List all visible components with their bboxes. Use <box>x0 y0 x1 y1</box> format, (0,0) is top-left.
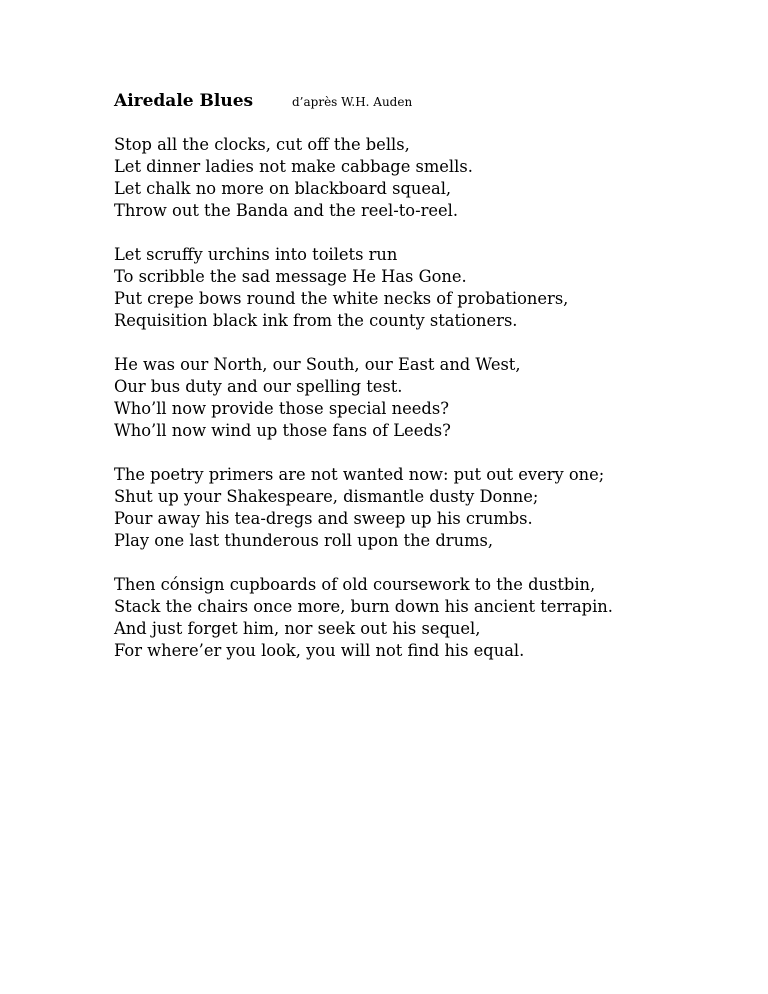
poem-line: Pour away his tea-dregs and sweep up his crumbs. <box>114 509 533 528</box>
poem-line: The poetry primers are not wanted now: put out every one; <box>114 465 605 484</box>
poem-line: Who’ll now provide those special needs? <box>114 399 449 418</box>
poem-line: For where’er you look, you will not find his equal. <box>114 641 525 660</box>
stanza-3 <box>114 354 734 442</box>
poem-line: Our bus duty and our spelling test. <box>114 377 403 396</box>
poem-line: Shut up your Shakespeare, dismantle dusty Donne; <box>114 487 539 506</box>
poem-line: Play one last thunderous roll upon the drums, <box>114 531 494 550</box>
title-row <box>114 89 714 115</box>
poem-line: Put crepe bows round the white necks of probationers, <box>114 289 569 308</box>
poem-line: He was our North, our South, our East and West, <box>114 355 521 374</box>
stanza-4 <box>114 464 734 552</box>
poem-line: Throw out the Banda and the reel-to-reel. <box>114 201 459 220</box>
poem-line: To scribble the sad message He Has Gone. <box>114 267 467 286</box>
poem-line: Stop all the clocks, cut off the bells, <box>114 135 410 154</box>
stanza-5 <box>114 574 734 662</box>
poem-line: Let scruffy urchins into toilets run <box>114 245 398 264</box>
poem-attribution: d’après W.H. Auden <box>292 95 413 109</box>
poem-body <box>114 134 734 684</box>
stanza-1 <box>114 134 734 222</box>
poem-line: And just forget him, nor seek out his sequel, <box>114 619 481 638</box>
poem-line: Who’ll now wind up those fans of Leeds? <box>114 421 451 440</box>
poem-line: Stack the chairs once more, burn down his ancient terrapin. <box>114 597 613 616</box>
stanza-2 <box>114 244 734 332</box>
poem-line: Requisition black ink from the county stationers. <box>114 311 518 330</box>
poem-line: Let dinner ladies not make cabbage smells. <box>114 157 473 176</box>
poem-line: Let chalk no more on blackboard squeal, <box>114 179 452 198</box>
poem-title: Airedale Blues <box>114 91 254 111</box>
poem-line: Then cónsign cupboards of old coursework to the dustbin, <box>114 575 596 594</box>
